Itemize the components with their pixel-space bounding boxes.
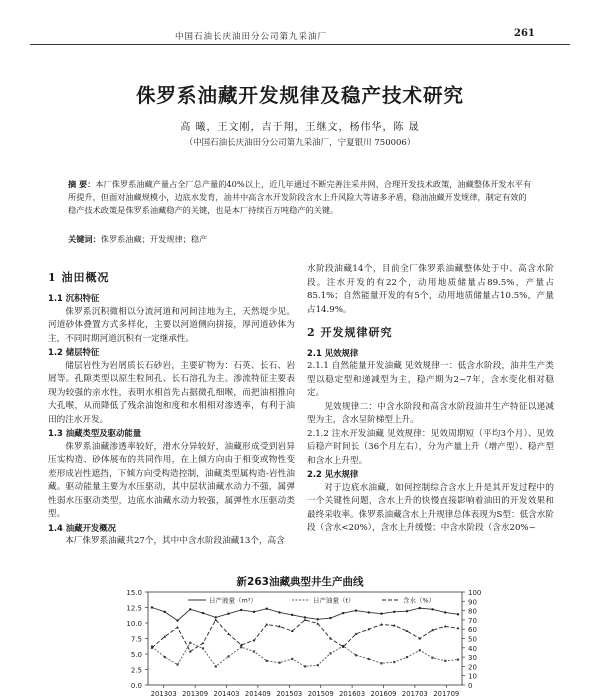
series-3-point — [316, 622, 319, 625]
series-1-point — [266, 608, 268, 610]
series-1-point — [240, 609, 242, 611]
right-axis-tick-label: 30 — [468, 654, 477, 663]
series-2-point — [253, 650, 255, 652]
x-axis-tick-label: 201703 — [401, 690, 428, 698]
right-column — [307, 263, 554, 536]
x-axis-tick-label: 201403 — [213, 690, 240, 698]
series-1-point — [457, 613, 459, 615]
series-1-point — [355, 609, 357, 611]
chart-title: 新263油藏典型井生产曲线 — [236, 576, 364, 588]
series-2-point — [406, 656, 408, 658]
section-1-1-text: 侏罗系沉积微相以分流河道和河间洼地为主，天然堤少见。河道砂体叠置方式多样化，主要以河道侧向拼接，厚河道砂体为主，不同时期河道沉积有一定继承性。 — [48, 306, 295, 344]
series-2-point — [176, 663, 178, 665]
series-1-point — [304, 616, 306, 618]
series-1-point — [215, 616, 217, 618]
series-2-point — [393, 661, 395, 663]
x-axis-tick-label: 201503 — [276, 690, 303, 698]
section-2-1-heading: 2.1 见效规律 — [307, 347, 359, 358]
left-axis-tick-label: 0.0 — [130, 682, 142, 690]
series-1-point — [317, 618, 319, 620]
keywords-label: 关键词： — [68, 234, 101, 244]
series-1-point — [329, 617, 331, 619]
left-column — [48, 292, 295, 549]
section-2-heading: 2 开发规律研究 — [307, 326, 393, 339]
series-2-point — [202, 647, 204, 649]
series-1-point — [431, 608, 433, 610]
series-2-point — [380, 662, 382, 664]
right-axis-tick-label: 60 — [468, 626, 477, 635]
legend-label-1: 日产液量（m³） — [209, 596, 257, 605]
section-1-heading: 1 油田概况 — [48, 271, 110, 284]
series-2-point — [266, 660, 268, 662]
section-1-4-text: 本厂侏罗系油藏共27个，其中中含水阶段油藏13个，高含 — [65, 536, 285, 546]
keywords — [68, 234, 534, 245]
left-axis-tick-label: 2.5 — [130, 666, 142, 675]
series-1-point — [151, 606, 153, 608]
paper-title: 侏罗系油藏开发规律及稳产技术研究 — [135, 84, 464, 107]
left-axis-tick-label: 15.0 — [126, 589, 142, 597]
right-axis-tick-label: 40 — [468, 644, 477, 653]
series-2-point — [164, 656, 166, 658]
x-axis-tick-label: 201609 — [370, 690, 397, 698]
section-2-1-2-text: 2.1.2 注水开发油藏 见效规律：见效周期短（平均3个月）、见效后稳产时间长（36个月左右），分为产量上升（增产型）、稳产型和含水上升型。 — [307, 428, 554, 466]
series-2-point — [278, 662, 280, 664]
series-3-point — [304, 618, 307, 621]
series-3-point — [214, 618, 217, 621]
abstract — [68, 178, 534, 217]
section-1-3-heading: 1.3 油藏类型及驱动能量 — [48, 428, 142, 438]
series-1-point — [202, 612, 204, 614]
x-axis-tick-label: 201603 — [339, 690, 366, 698]
series-3-point — [227, 632, 230, 635]
series-2-point — [444, 660, 446, 662]
x-axis-tick-label: 201709 — [433, 690, 460, 698]
production-curve-chart — [0, 588, 600, 699]
x-axis-tick-label: 201409 — [244, 690, 271, 698]
section-1-3-text: 侏罗系油藏渗透率较好，滑水分异较好，油藏形成受到岩异压实构造、砂体展布的共同作用，在上倾方向由于相变或物性变差形成岩性遮挡，下倾方向受构造控制，油藏类型属构造-岩性油藏。驱动能量主要为水压驱动，其中层状油藏水动力不强，属弹性弱水压驱动类型，边底水油藏水动力较强，属弹性水压驱动类型。 — [48, 441, 295, 519]
right-axis-tick-label: 90 — [468, 598, 477, 607]
series-2-point — [457, 658, 459, 660]
section-1-4-heading: 1.4 油藏开发概况 — [48, 522, 117, 533]
right-axis-tick-label: 0 — [468, 682, 473, 690]
series-2-point — [304, 665, 306, 667]
series-2-point — [368, 658, 370, 660]
series-1-point — [164, 611, 166, 613]
x-axis-tick-label: 201509 — [307, 690, 334, 698]
legend-label-2: 日产油量（t） — [313, 596, 355, 605]
affiliation: （中国石油长庆油田分公司第九采油厂，宁夏银川 750006） — [184, 138, 416, 148]
section-2-2-text: 对于边底水油藏，如何控制综合含水上升是其开发过程中的一个关键性问题，含水上升的快慢直接影响着油田的开发效果和最终采收率。侏罗系油藏含水上升规律总体表现为S型：低含水阶段（含水<20%），含水上升缓慢；中含水阶段（含水20%~ — [307, 482, 554, 533]
series-2-point — [215, 665, 217, 667]
series-1-point — [444, 611, 446, 613]
series-1-point — [406, 610, 408, 612]
series-3-point — [176, 626, 179, 629]
x-axis-tick-label: 201309 — [182, 690, 209, 698]
right-intro-text: 水阶段油藏14个，目前全厂侏罗系油藏整体处于中、高含水阶段。注水开发的有22个，动用地质储量占89.5%，产量占85.1%；自然能量开发的有5个，动用地质储量占10.5%，产量占14.9%。 — [307, 264, 554, 315]
page-number: 261 — [514, 28, 535, 39]
series-2-point — [355, 654, 357, 656]
right-axis-tick-label: 100 — [468, 589, 482, 597]
series-2-point — [240, 646, 242, 648]
section-1-2-text: 储层岩性为岩屑质长石砂岩，主要矿物为：石英、长石、岩屑等。孔隙类型以原生粒间孔、长石溶孔为主。渗流特征主要表现为较强的亲水性，表明水相首先占据微孔细喉，而把油相推向大孔喉，从而降低了残余油饱和度和水相相对渗透率，有利于油田的注水开发。 — [48, 360, 295, 425]
series-1-point — [380, 613, 382, 615]
series-3-point — [202, 642, 205, 645]
section-1-1-heading: 1.1 沉积特征 — [48, 293, 100, 303]
right-axis-tick-label: 70 — [468, 616, 477, 625]
series-1-point — [368, 611, 370, 613]
series-1-point — [419, 607, 421, 609]
right-axis-tick-label: 10 — [468, 672, 477, 681]
series-1-point — [227, 613, 229, 615]
keywords-text: 侏罗系油藏；开发规律；稳产 — [100, 234, 208, 244]
abstract-label: 摘 要： — [68, 179, 96, 189]
series-line-3 — [152, 620, 458, 652]
section-1-2-heading: 1.2 储层特征 — [48, 347, 100, 357]
section-2-1-1-text: 2.1.1 自然能量开发油藏 见效规律一：低含水阶段，油井生产类型以稳定型和递减型为主，稳产期为2~7年，含水变化相对稳定。 — [307, 361, 554, 398]
series-2-point — [227, 655, 229, 657]
series-2-point — [189, 642, 191, 644]
left-axis-tick-label: 10.0 — [126, 620, 142, 628]
series-1-point — [278, 611, 280, 613]
right-axis-tick-label: 20 — [468, 663, 477, 672]
abstract-text: 本厂侏罗系油藏产量占全厂总产量的40%以上，近几年通过不断完善注采井网、合理开发技术政策，油藏整体开发水平有所提升，但面对油藏规模小，边底水发育，油井中高含水开发阶段含水上升风险大等诸多矛盾，稳油油藏开发规律，制定有效的稳产技术政策是侏罗系油藏稳产的关键，也是本厂持续百万吨稳产的关键。 — [68, 179, 532, 215]
x-axis-tick-label: 201303 — [150, 690, 177, 698]
left-axis-tick-label: 12.5 — [126, 604, 142, 613]
series-2-point — [291, 658, 293, 660]
header-rule — [30, 44, 570, 45]
right-axis-tick-label: 80 — [468, 607, 477, 616]
series-1-point — [189, 608, 191, 610]
series-1-point — [342, 612, 344, 614]
series-2-point — [431, 657, 433, 659]
series-2-point — [317, 664, 319, 666]
plot-frame — [148, 592, 462, 685]
series-1-point — [176, 619, 178, 621]
left-axis-tick-label: 5.0 — [130, 651, 142, 659]
author-list: 高 曦，王文刚，吉于翔，王继文，杨伟华，陈 晟 — [180, 122, 420, 133]
right-axis-tick-label: 50 — [468, 635, 477, 644]
series-1-point — [291, 614, 293, 616]
series-3-point — [406, 630, 409, 633]
running-head: 中国石油长庆油田分公司第九采油厂 — [175, 32, 328, 42]
section-2-1-1-text-2: 见效规律二：中含水阶段和高含水阶段油井生产特征以递减型为主，含水呈阶梯型上升。 — [307, 401, 554, 425]
series-2-point — [329, 652, 331, 654]
series-1-point — [393, 611, 395, 613]
section-2-2-heading: 2.2 见水规律 — [307, 469, 359, 479]
series-3-point — [265, 623, 268, 626]
left-axis-tick-label: 7.5 — [130, 635, 142, 644]
legend-label-3: 含水（%） — [403, 596, 436, 605]
series-2-point — [419, 649, 421, 651]
series-1-point — [253, 611, 255, 613]
